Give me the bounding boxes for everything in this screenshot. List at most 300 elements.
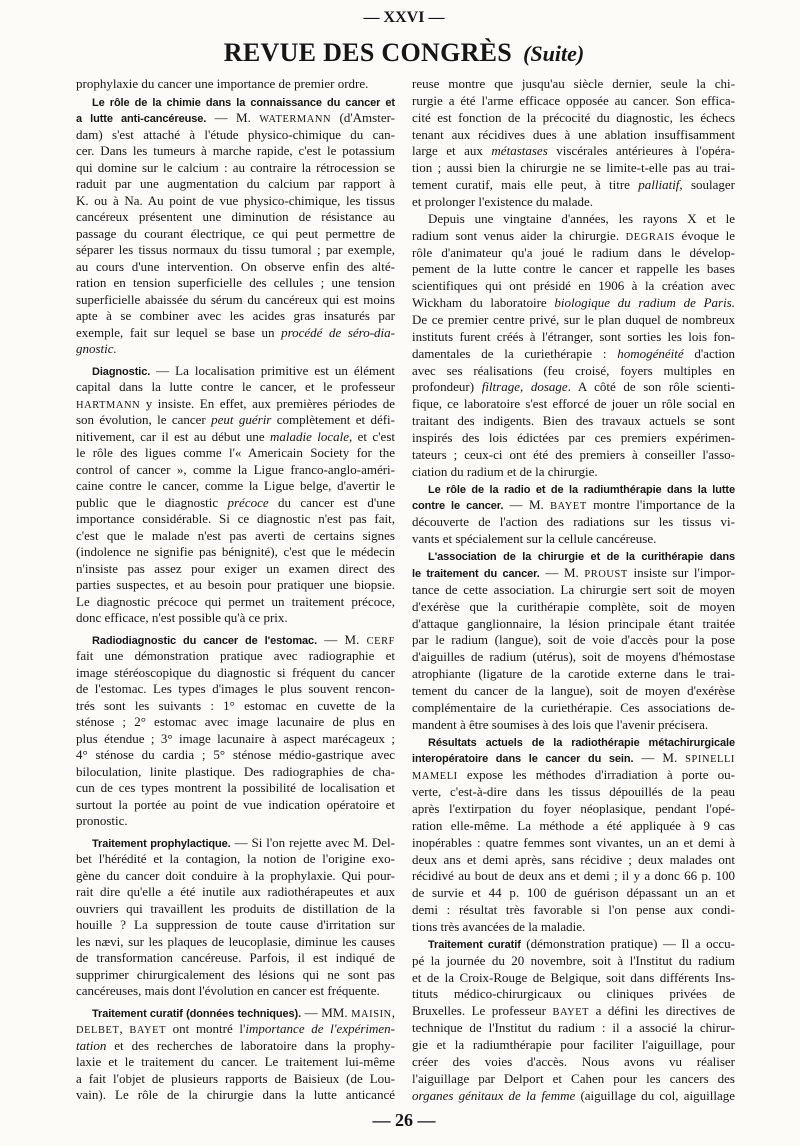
text-line (412, 784, 735, 801)
text-run: complémentaire de la curiethérapie. Ces associations de- (412, 699, 735, 715)
text-run: — Si l'on rejette avec M. Del- (230, 834, 396, 850)
text-line (412, 868, 735, 885)
text-run: l'aiguillage par Delport et Cahen pour les cancers des (412, 1070, 735, 1086)
text-line (76, 176, 395, 193)
text-line (412, 919, 735, 936)
text-run: et des recherches de laboratoire dans la prophy- (106, 1037, 395, 1053)
text-line (76, 209, 395, 226)
text-line (76, 76, 395, 93)
text-run: découverte de l'action des radiations sur les tissus vi- (412, 514, 735, 530)
text-line (76, 325, 395, 342)
text-run: récidivé au bout de deux ans et demi ; il y a donc 66 p. 100 (412, 868, 735, 884)
text-run: fique, ce laboratoire s'est efforcé de jouer un rôle social en (412, 396, 735, 412)
text-run: reuse montre que jusqu'au siècle dernier, seule la chi- (412, 76, 735, 91)
section-heading: interopératoire dans le cancer du sein. (412, 753, 634, 766)
text-run: avec ses réalisations (feu croisé, foyers multiples en (412, 362, 735, 378)
text-run: cun de ces types montrent la possibilité de localisation et (76, 780, 395, 795)
text-run: — M. (317, 631, 367, 647)
text-line (76, 714, 395, 731)
text-line (76, 884, 395, 901)
text-run: atrophiante (ligature de la carotide externe dans le trai- (412, 666, 735, 682)
text-line (412, 76, 735, 93)
text-line (412, 632, 735, 649)
italic-text: précoce (227, 494, 269, 510)
text-run: — M. (503, 497, 551, 513)
italic-text: palliatif (638, 177, 680, 193)
paragraph (412, 211, 735, 481)
text-run: (indolence ne signifie pas bénignité), c'est que le médecin (76, 544, 395, 559)
text-run: d'aiguilles de radium (utérus), soit de moyens d'hémostase (412, 649, 735, 665)
text-run: tituts médico-chirurgicaux ou cliniques privées de (412, 986, 735, 1002)
text-run: c'est que le malade n'est pas averti de certains signes (76, 527, 395, 543)
text-run: profondeur) (412, 379, 482, 395)
text-run: a défini les directives de (589, 1003, 735, 1019)
paragraph (76, 76, 395, 93)
text-line (412, 599, 735, 616)
text-line (412, 683, 735, 700)
author-name: CERF (366, 635, 396, 647)
text-line (76, 1087, 395, 1104)
text-run: traitant des indigents. Bien des travaux actuels se sont (412, 413, 735, 429)
text-line (76, 901, 395, 918)
text-run: pé la journée du 20 novembre, soit à l'Institut du radium (412, 952, 735, 968)
text-line (412, 396, 735, 413)
text-line (76, 764, 395, 781)
text-line (76, 1005, 395, 1022)
text-line (76, 511, 395, 528)
text-run: plus étendue ; 3° image lacunaire à aspect marécageux ; (76, 730, 395, 746)
text-run: — M. (539, 564, 585, 580)
section-title: REVUE DES CONGRÈS (223, 38, 513, 67)
text-line (76, 462, 395, 479)
text-line (412, 1054, 735, 1071)
page-folio: — XXVI — (363, 9, 445, 26)
text-line (412, 228, 735, 245)
text-line (412, 818, 735, 835)
text-line (76, 934, 395, 951)
text-run: évoque le (674, 227, 736, 243)
text-line (412, 852, 735, 869)
text-line (76, 143, 395, 160)
text-line (76, 561, 395, 578)
text-line (76, 363, 395, 380)
text-run: insiste sur l'impor- (627, 564, 736, 580)
text-run: vants et spécialement sur la cellule cancéreuse. (412, 531, 657, 547)
text-line (412, 835, 735, 852)
text-run: le rôle des ligues comme l'« Americain Society for the (76, 445, 395, 460)
text-line (76, 698, 395, 715)
title-suffix: (Suite) (523, 41, 585, 66)
text-run: séparer les tissus normaux du tissu tumoral ; par exemple, (76, 242, 395, 257)
text-run: demi : résultat très favorable si l'on pense aux condi- (412, 902, 735, 918)
text-run: Bruxelles. Le professeur (412, 1003, 553, 1019)
text-line (412, 531, 735, 548)
text-line (76, 396, 395, 413)
text-line (412, 93, 735, 110)
text-run: cancéreuses, mais dont l'évolution en cancer est fréquente. (76, 983, 380, 998)
text-line (412, 160, 735, 177)
text-run: rôle d'animateur qu'a joué le radium dans le dévelop- (412, 244, 735, 260)
section-heading: contre le cancer. (412, 500, 504, 513)
text-line (76, 478, 395, 495)
italic-text: métastases (491, 143, 548, 159)
text-line (76, 648, 395, 665)
italic-text: homogénéité (617, 345, 684, 361)
text-line (412, 801, 735, 818)
text-line (76, 665, 395, 682)
text-run: de l'estomac. Les types d'images le plus souvent rencon- (76, 681, 395, 696)
text-line (412, 1020, 735, 1037)
text-run: son évolution, le cancer (76, 412, 212, 427)
text-line (76, 577, 395, 594)
text-run: gie et la radiumthérapie pour faciliter l'aiguillage, pour (412, 1036, 735, 1052)
author-name: MAMELI (412, 771, 458, 783)
text-line (412, 582, 735, 599)
paragraph (76, 1005, 395, 1104)
text-line (76, 110, 395, 127)
text-run: , soulager (679, 177, 736, 193)
text-run: cancéreux présentent une diminution de résistance au (76, 209, 395, 224)
text-line (412, 514, 735, 531)
text-line (76, 681, 395, 698)
text-run: large et aux (412, 143, 492, 159)
author-name: BAYET (129, 1025, 167, 1036)
text-run: 4° sténose du cardia ; 5° sténose médio-gastrique avec (76, 747, 395, 762)
text-line (412, 261, 735, 278)
text-run: houille ? La suppression de toute cause d'irritation sur (76, 917, 395, 932)
text-run: control of cancer », comme la Ligue franco-anglo-améri- (76, 461, 395, 477)
text-run: K. ou à Na. Au point de vue physico-chimique, les tissus (76, 192, 395, 208)
text-run: complètement et défi- (271, 412, 395, 427)
text-run: expose les méthodes d'irradiation à porte ou- (457, 767, 735, 783)
text-run: technique de l'Institut du radium : il a associé la chirur- (412, 1020, 735, 1036)
text-run: d'exérèse que la curithérapie complète, soit de moyen (412, 598, 735, 614)
text-run: , (391, 1004, 395, 1020)
text-line (412, 734, 735, 751)
text-line (412, 649, 735, 666)
author-name: MAISIN (351, 1008, 392, 1020)
text-run: Le diagnostic précoce qui permet un traitement précoce, (76, 593, 395, 609)
section-heading: Traitement curatif (données techniques). (92, 1007, 302, 1020)
text-run: pronostic. (76, 813, 128, 828)
text-line (76, 193, 395, 210)
section-heading: L'association de la chirurgie et de la curithérapie dans (428, 551, 735, 564)
text-line (412, 902, 735, 919)
text-line (76, 1021, 395, 1038)
text-run: rait dire qu'elle a été inutile aux radiothérapeutes et aux (76, 884, 395, 899)
text-line (412, 295, 735, 312)
paragraph (412, 734, 735, 936)
text-line (76, 747, 395, 764)
text-run: deux ans et demi après, sans récidive ; deux malades ont (412, 851, 735, 867)
author-name: HARTMANN (76, 399, 141, 411)
section-heading: Radiodiagnostic du cancer de l'estomac. (92, 634, 318, 647)
text-line (412, 464, 735, 481)
text-line (76, 412, 395, 429)
text-line (76, 259, 395, 276)
text-line (412, 329, 735, 346)
text-run: ration en tension superficielle des cellules ; une tension (76, 275, 395, 290)
text-run: vain). Le rôle de la chirurgie dans la lutte anticancé (76, 1087, 395, 1102)
text-run: pement de la lutte contre le cancer et rappelle les bases (412, 261, 735, 277)
text-line (76, 868, 395, 885)
text-line (412, 211, 735, 228)
text-run: (aiguillage du col, aiguillage (575, 1087, 735, 1103)
text-run: du cancer est d'une (268, 494, 395, 510)
text-line (76, 813, 395, 830)
text-run: fait une démonstration pratique avec radiographie et (76, 648, 395, 663)
text-run: y insiste. En effet, aux premières périodes de (140, 395, 395, 411)
text-run: De ce premier centre privé, sur le plan duquel de nombreux (412, 312, 735, 328)
text-run: et prolonger l'existence du malade. (412, 194, 594, 210)
text-run: de survie et 44 p. 100 de guérison dépassant un an et (412, 885, 735, 901)
text-run: après l'extirpation du foyer néoplasique, pendant l'opé- (412, 800, 735, 816)
text-line (76, 1071, 395, 1088)
section-heading: Le rôle de la radio et de la radiumthérapie dans la lutte (428, 483, 735, 496)
text-run: tenant aux récidives dues à une ablation insuffisamment (412, 126, 735, 142)
text-run: , (119, 1021, 130, 1036)
text-run: bet l'hérédité et la contagion, la notion de l'origine exo- (76, 851, 395, 866)
text-line (76, 379, 395, 396)
paragraph (412, 548, 735, 733)
text-line (412, 767, 735, 784)
text-run: surtout la portée au point de vue indication opératoire et (76, 796, 395, 812)
italic-text: importance de l'expérimen- (245, 1021, 396, 1036)
text-run: donc efficace, n'est possible qu'à ce prix. (76, 610, 288, 625)
text-line (76, 445, 395, 462)
text-line (412, 936, 735, 953)
text-line (412, 885, 735, 902)
text-line (76, 275, 395, 292)
text-run: a fait l'objet de plusieurs rapports de Baisieux (de Lou- (76, 1070, 395, 1086)
text-run: — M. (633, 750, 686, 766)
section-heading: le traitement du cancer. (412, 567, 540, 580)
text-run: d'attaque ganglionnaire, la lésion principale étant traitée (412, 615, 735, 631)
text-line (412, 970, 735, 987)
text-run: sténose ; 2° estomac avec image lacunaire de plus en (76, 714, 395, 729)
text-run: public que le diagnostic (76, 494, 228, 510)
text-line (412, 565, 735, 582)
text-line (76, 341, 395, 358)
paragraph (76, 632, 395, 830)
text-run: scientifiques qui ont présidé en 1906 à la création avec (412, 278, 735, 294)
text-line (76, 292, 395, 309)
text-line (412, 666, 735, 683)
text-line (412, 278, 735, 295)
italic-text: tation (76, 1037, 107, 1053)
text-run: tions très avancées de la maladie. (412, 918, 586, 934)
text-run: laxie et le traitement du cancer. Le traitement lui-même (76, 1054, 395, 1069)
text-run: — MM. (301, 1004, 352, 1020)
text-run: cer. Dans les tumeurs à marche rapide, c'est le potassium (76, 143, 395, 158)
paragraph (412, 76, 735, 211)
paragraph (76, 835, 395, 1000)
text-run: au cours d'une intervention. On observe enfin des alté- (76, 258, 395, 274)
text-line (412, 194, 735, 211)
text-line (76, 797, 395, 814)
text-run: (démonstration pratique) — Il a occu- (520, 935, 735, 951)
text-run: . A côté de son rôle scienti- (567, 379, 735, 395)
text-line (76, 308, 395, 325)
text-line (76, 226, 395, 243)
section-heading: Traitement prophylactique. (92, 837, 231, 850)
text-run: nitivement, car il est au début une (76, 428, 270, 444)
text-run: créer des voies d'accès. Nous avons vu réaliser (412, 1053, 735, 1069)
text-line (76, 917, 395, 934)
text-run: caine contre le cancer, comme la Ligue belge, d'avertir le (76, 478, 395, 493)
left-column (76, 76, 395, 1104)
text-run: — La localisation primitive est un élément (150, 362, 395, 378)
text-run: cité est fonction de la précocité du diagnostic, les échecs (412, 109, 735, 125)
text-line (412, 986, 735, 1003)
text-line (76, 495, 395, 512)
author-name: PROUST (584, 568, 628, 580)
text-run: apte à se combiner avec les acides gras insaturés par (76, 308, 395, 323)
text-line (76, 94, 395, 111)
page-title (8, 36, 800, 71)
text-run: prophylaxie du cancer une importance de premier ordre. (76, 76, 369, 91)
text-line (412, 700, 735, 717)
text-run: tement du cancer de la langue), soit de moyen d'exérèse (412, 682, 735, 698)
paragraph (76, 94, 395, 358)
author-name: BAYET (550, 501, 587, 513)
section-heading: Diagnostic. (92, 365, 151, 378)
text-run: dam) s'est attaché à l'étude physico-chimique du can- (76, 126, 395, 142)
text-run: mandent à être soumises à des lois que l'avenir précisera. (412, 716, 709, 732)
italic-text: biologique du radium de Paris. (554, 295, 735, 311)
text-line (76, 242, 395, 259)
text-line (412, 143, 735, 160)
text-run: biloculation, linite plastique. Des radiographies de cha- (76, 763, 395, 779)
text-run: radium sont venus aider la chirurgie. (412, 227, 626, 243)
section-heading: Le rôle de la chimie dans la connaissance du cancer et (92, 96, 395, 109)
text-run: de transformation cancéreuse. Parfois, il est indiqué de (76, 950, 395, 965)
text-line (412, 1037, 735, 1054)
text-run: gène du cancer doit conduire à la prophylaxie. Qui pour- (76, 867, 395, 883)
text-run: damentales de la curiethérapie : (412, 345, 618, 361)
text-line (412, 750, 735, 767)
text-line (412, 548, 735, 565)
text-line (76, 160, 395, 177)
text-line (76, 544, 395, 561)
text-line (412, 127, 735, 144)
text-line (412, 953, 735, 970)
text-run: n'insiste pas assez pour exiger un examen direct des (76, 560, 395, 576)
text-run: viscérales antérieures à l'opéra- (547, 143, 735, 159)
section-heading: Résultats actuels de la radiothérapie métachirurgicale (428, 736, 735, 749)
text-line (412, 312, 735, 329)
text-line (412, 430, 735, 447)
text-line (76, 731, 395, 748)
text-run: tion ; aussi bien la chirurgie ne se limite-t-elle pas au trai- (412, 160, 735, 176)
text-run: supprimer chirurgicalement des lésions qui ne sont pas (76, 966, 395, 982)
text-run: par le radium (langue), soit de voie d'accès pour la pose (412, 632, 735, 648)
text-run: qui domine sur le calcium : au contraire la rétrocession se (76, 159, 395, 175)
text-line (412, 447, 735, 464)
author-name: DELBET (76, 1025, 120, 1036)
text-run: tance de cette association. La chirurgie sert soit de moyen (412, 581, 735, 597)
text-line (412, 497, 735, 514)
italic-text: maladie locale (270, 428, 350, 444)
text-line (412, 177, 735, 194)
text-run: d'action (683, 345, 735, 361)
text-line (76, 950, 395, 967)
author-name: SPINELLI (685, 754, 735, 766)
right-column (412, 76, 735, 1104)
text-run: ration elle-même. La méthode a été appliquée à 9 cas (412, 817, 735, 833)
text-line (412, 413, 735, 430)
text-line (76, 1038, 395, 1055)
author-name: DEGRAIS (625, 231, 675, 243)
author-name: WATERMANN (259, 114, 332, 125)
text-line (412, 110, 735, 127)
text-run: exemple, fait sur lequel se base un (76, 324, 282, 340)
text-line (412, 1003, 735, 1020)
text-run: importance considérable. Si ce diagnostic n'est pas fait, (76, 511, 395, 526)
text-run: parties suspectes, et au besoin pour pratiquer une biopsie. (76, 577, 395, 592)
text-run: verte, c'est-à-dire dans les tissus dépouillés de la peau (412, 784, 735, 800)
text-line (412, 1088, 735, 1105)
text-run: tateurs ; ceux-ci ont été des premiers à conseiller l'asso- (412, 446, 735, 462)
text-run: instituts furent créés à l'étranger, sont sorties les lois fon- (412, 328, 735, 344)
text-line (412, 379, 735, 396)
text-run: tement curatif, mais elle peut, à titre (412, 177, 639, 193)
text-line (412, 717, 735, 734)
text-line (76, 1054, 395, 1071)
text-run: et de la Croix-Rouge de Belgique, soit dans différents Ins- (412, 969, 735, 985)
text-run: les nævi, sur les plaques de leucoplasie, diminue les causes (76, 933, 395, 949)
italic-text: organes génitaux de la femme (412, 1087, 576, 1103)
text-line (412, 481, 735, 498)
text-run: inopérables : quatre femmes sont vivantes, un an et demi à (412, 834, 735, 850)
text-line (76, 127, 395, 144)
text-run: image stéréoscopique du diagnostic si fréquent du cancer (76, 664, 395, 680)
paragraph (412, 936, 735, 1105)
text-run: trés sont les suivants : 1° estomac en cuvette de la (76, 697, 395, 713)
text-line (76, 851, 395, 868)
text-line (76, 967, 395, 984)
text-run: ont montré l' (166, 1021, 246, 1036)
text-line (76, 780, 395, 797)
author-name: BAYET (552, 1007, 590, 1019)
text-run: raduit par une augmentation du calcium par rapport à (76, 176, 395, 191)
text-line (76, 983, 395, 1000)
text-run: superficielle abaissée du sérum du cancéreux qui est moins (76, 291, 395, 307)
section-heading: Traitement curatif (428, 938, 521, 951)
text-line (76, 594, 395, 611)
text-run: rurgie a été l'arme efficace opposée au cancer. Son effica- (412, 92, 735, 108)
text-line (76, 528, 395, 545)
text-line (76, 429, 395, 446)
paragraph (76, 363, 395, 627)
text-run: Wickham du laboratoire (412, 295, 555, 311)
text-run: capital dans la lutte contre le cancer, et le professeur (76, 379, 395, 394)
text-line (412, 363, 735, 380)
text-run: , et c'est (349, 428, 395, 444)
text-run: passage du courant électrique, ce qui peut permettre de (76, 225, 395, 241)
text-run: Depuis une vingtaine d'années, les rayons X et le (428, 210, 735, 226)
italic-text: peut guérir (211, 412, 272, 427)
text-run: ouvriers qui travaillent les produits de distillation de la (76, 900, 395, 916)
text-run: inspirés des lois édictées par ces premiers expérimen- (412, 430, 735, 446)
text-line (412, 616, 735, 633)
page-number: — 26 — (372, 1110, 436, 1130)
paragraph (412, 481, 735, 548)
text-line (76, 610, 395, 627)
text-line (412, 245, 735, 262)
text-line (76, 835, 395, 852)
section-heading: a lutte anti-cancéreuse. (76, 113, 207, 125)
